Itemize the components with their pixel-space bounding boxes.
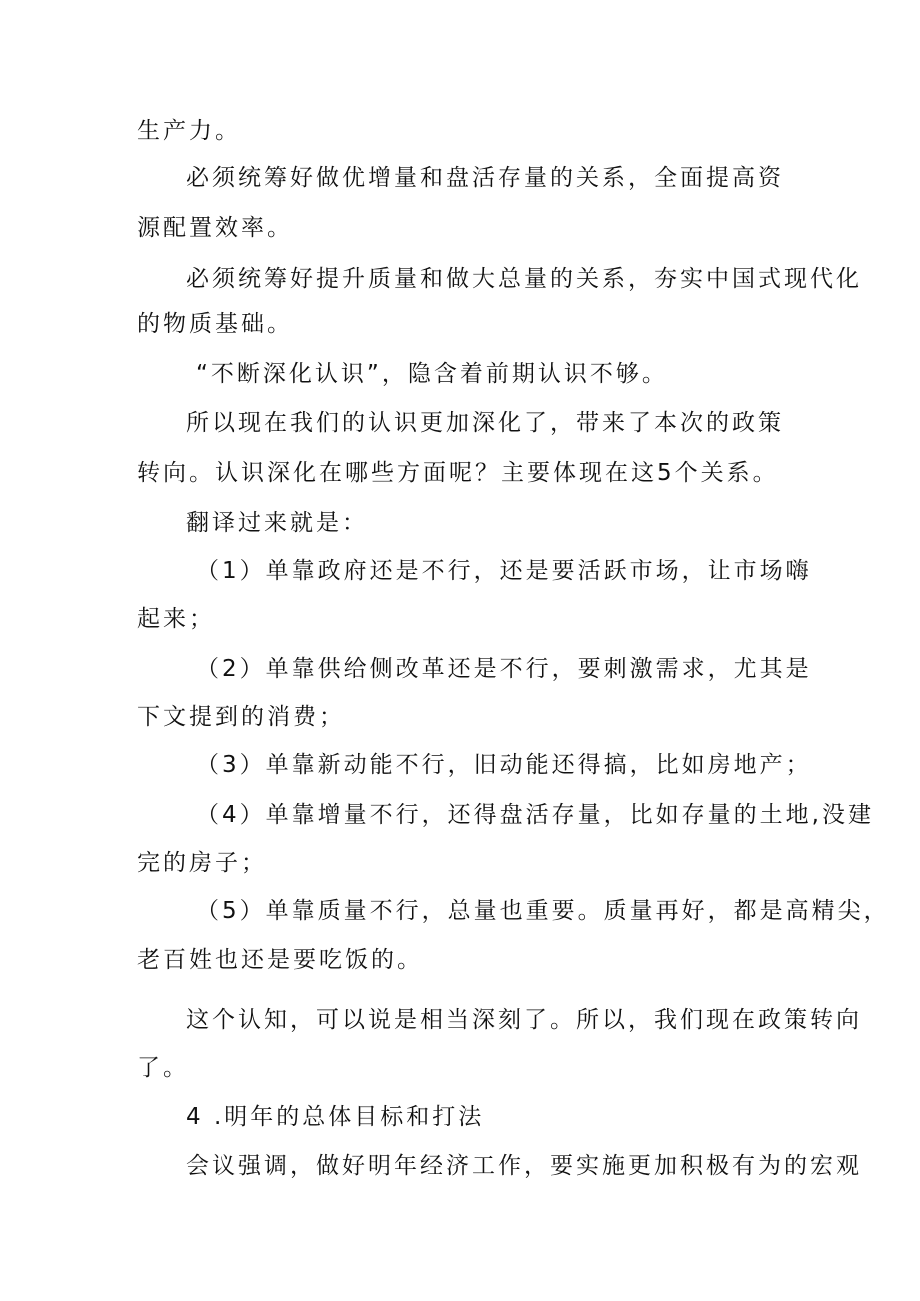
text-line-5: 的物质基础。 — [137, 311, 293, 337]
text-line-14: （3）单靠新动能不行，旧动能还得搞，比如房地产； — [196, 752, 812, 778]
text-line-13: 下文提到的消费； — [137, 704, 345, 730]
text-line-7: 所以现在我们的认识更加深化了，带来了本次的政策 — [186, 410, 784, 436]
text-line-20: 了。 — [137, 1055, 189, 1081]
text-line-9: 翻译过来就是： — [186, 510, 368, 536]
text-line-19: 这个认知，可以说是相当深刻了。所以，我们现在政策转向 — [186, 1007, 862, 1033]
text-line-1: 生产力。 — [137, 118, 241, 144]
text-line-6: “不断深化认识”，隐含着前期认识不够。 — [196, 361, 668, 387]
text-line-22: 会议强调，做好明年经济工作，要实施更加积极有为的宏观 — [186, 1153, 862, 1179]
text-line-17: （5）单靠质量不行，总量也重要。质量再好，都是高精尖， — [196, 898, 890, 924]
text-line-18: 老百姓也还是要吃饭的。 — [137, 947, 423, 973]
text-line-11: 起来； — [137, 606, 215, 632]
text-line-3: 源配置效率。 — [137, 215, 293, 241]
text-line-8: 转向。认识深化在哪些方面呢？主要体现在这5个关系。 — [137, 460, 779, 486]
text-line-15: （4）单靠增量不行，还得盘活存量，比如存量的土地,没建 — [196, 802, 874, 828]
text-line-2: 必须统筹好做优增量和盘活存量的关系，全面提高资 — [186, 165, 784, 191]
section-heading: 4 .明年的总体目标和打法 — [186, 1104, 485, 1130]
text-line-12: （2）单靠供给侧改革还是不行，要刺激需求，尤其是 — [196, 656, 812, 682]
text-line-10: （1）单靠政府还是不行，还是要活跃市场，让市场嗨 — [196, 558, 812, 584]
text-line-4: 必须统筹好提升质量和做大总量的关系，夯实中国式现代化 — [186, 266, 862, 292]
text-line-16: 完的房子； — [137, 850, 267, 876]
